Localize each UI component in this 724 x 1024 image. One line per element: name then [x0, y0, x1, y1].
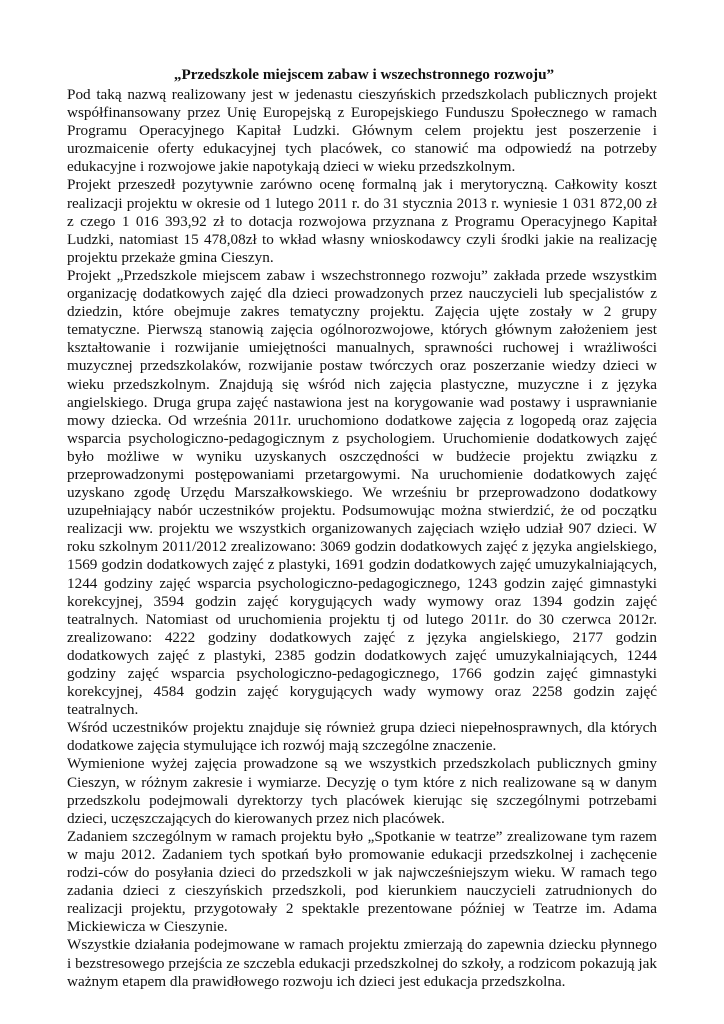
document-page: [67, 66, 657, 991]
paragraph-project-cost: Projekt przeszedł pozytywnie zarówno ocenę formalną jak i merytoryczną. Całkowity koszt realizacji projektu w okresie od 1 lutego 2011 r. do 31 stycznia 2013 r. wyniesie 1 031 872,00 zł z czego 1 016 393,92 zł to dotacja rozwojowa przyznana z Programu Operacyjnego Kapitał Ludzki, natomiast 15 478,08zł to wkład własny wnioskodawcy czyli środki jakie na realizację projektu przekaże gmina Cieszyn.: [67, 176, 657, 266]
paragraph-theatre-meeting: Zadaniem szczególnym w ramach projektu było „Spotkanie w teatrze” zrealizowane tym razem w maju 2012. Zadaniem tych spotkań było promowanie edukacji przedszkolnej i zachęcenie rodzi-ców do posyłania dzieci do przedszkoli w jak najwcześniejszym wieku. W ramach tego zadania dzieci z cieszyńskich przedszkoli, pod kierunkiem nauczycieli zatrudnionych do realizacji projektu, przygotowały 2 spektakle prezentowane później w Teatrze im. Adama Mickiewicza w Cieszynie.: [67, 827, 657, 936]
paragraph-disabled-children: Wśród uczestników projektu znajduje się również grupa dzieci niepełnosprawnych, dla których dodatkowe zajęcia stymulujące ich rozwój mają szczególne znaczenie.: [67, 719, 657, 755]
paragraph-activities-summary: Projekt „Przedszkole miejscem zabaw i wszechstronnego rozwoju” zakłada przede wszystkim organizację dodatkowych zajęć dla dzieci prowadzonych przez nauczycieli lub specjalistów z dziedzin, które obejmuje zakres tematyczny projektu. Zajęcia ujęte zostały w 2 grupy tematyczne. Pierwszą stanowią zajęcia ogólnorozwojowe, których głównym założeniem jest kształtowanie i rozwijanie umiejętności manualnych, sprawności ruchowej i wrażliwości muzycznej przedszkolaków, rozwijanie postaw twórczych oraz poszerzanie wiedzy dzieci w wieku przedszkolnym. Znajdują się wśród nich zajęcia plastyczne, muzyczne i z języka angielskiego. Druga grupa zajęć nastawiona jest na korygowanie wad postawy i usprawnianie mowy dziecka. Od września 2011r. uruchomiono dodatkowe zajęcia z logopedą oraz zajęcia wsparcia psychologiczno-pedagogicznym z psychologiem. Uruchomienie dodatkowych zajęć było możliwe w wyniku uzyskanych oszczędności w budżecie projektu związku z przeprowadzonymi postępowaniami przetargowymi. Na uruchomienie dodatkowych zajęć uzyskano zgodę Urzędu Marszałkowskiego. We wrześniu br przeprowadzono dodatkowy uzupełniający nabór uczestników projektu. Podsumowując można stwierdzić, że od początku realizacji ww. projektu we wszystkich organizowanych zajęciach wzięło udział 907 dzieci. W roku szkolnym 2011/2012 zrealizowano: 3069 godzin dodatkowych zajęć z języka angielskiego, 1569 godzin dodatkowych zajęć z plastyki, 1691 godzin dodatkowych zajęć umuzykalniających, 1244 godziny zajęć wsparcia psychologiczno-pedagogicznego, 1243 godzin zajęć gimnastyki korekcyjnej, 3594 godzin zajęć korygujących wady wymowy oraz 1394 godzin zajęć teatralnych. Natomiast od uruchomienia projektu tj od lutego 2011r. do 30 czerwca 2012r. zrealizowano: 4222 godziny dodatkowych zajęć z języka angielskiego, 2177 godzin dodatkowych zajęć z plastyki, 2385 godzin dodatkowych zajęć umuzykalniających, 1244 godziny zajęć wsparcia psychologiczno-pedagogicznego, 1766 godzin zajęć gimnastyki korekcyjnej, 4584 godzin zajęć korygujących wady wymowy oraz 2258 godzin zajęć teatralnych.: [67, 266, 657, 719]
document-title: „Przedszkole miejscem zabaw i wszechstronnego rozwoju”: [173, 66, 555, 83]
paragraph-project-intro: Pod taką nazwą realizowany jest w jedenastu cieszyńskich przedszkolach publicznych projekt współfinansowany przez Unię Europejską z Europejskiego Funduszu Społecznego w ramach Programu Operacyjnego Kapitał Ludzki. Głównym celem projektu jest poszerzenie i urozmaicenie oferty edukacyjnej tych placówek, co stanowić ma odpowiedź na potrzeby edukacyjne i rozwojowe jakie napotykają dzieci w wieku przedszkolnym.: [67, 86, 657, 176]
paragraph-conclusion: Wszystkie działania podejmowane w ramach projektu zmierzają do zapewnia dziecku płynnego i bezstresowego przejścia ze szczebla edukacji przedszkolnej do szkoły, a rodzicom pokazują jak ważnym etapem dla prawidłowego rozwoju ich dzieci jest edukacja przedszkolna.: [67, 936, 657, 990]
paragraph-kindergartens-scope: Wymienione wyżej zajęcia prowadzone są we wszystkich przedszkolach publicznych gminy Cieszyn, w różnym zakresie i wymiarze. Decyzję o tym które z nich realizowane są w danym przedszkolu podejmowali dyrektorzy tych placówek kierując się szczególnymi potrzebami dzieci, uczęszczających do kierowanych przez nich placówek.: [67, 755, 657, 827]
